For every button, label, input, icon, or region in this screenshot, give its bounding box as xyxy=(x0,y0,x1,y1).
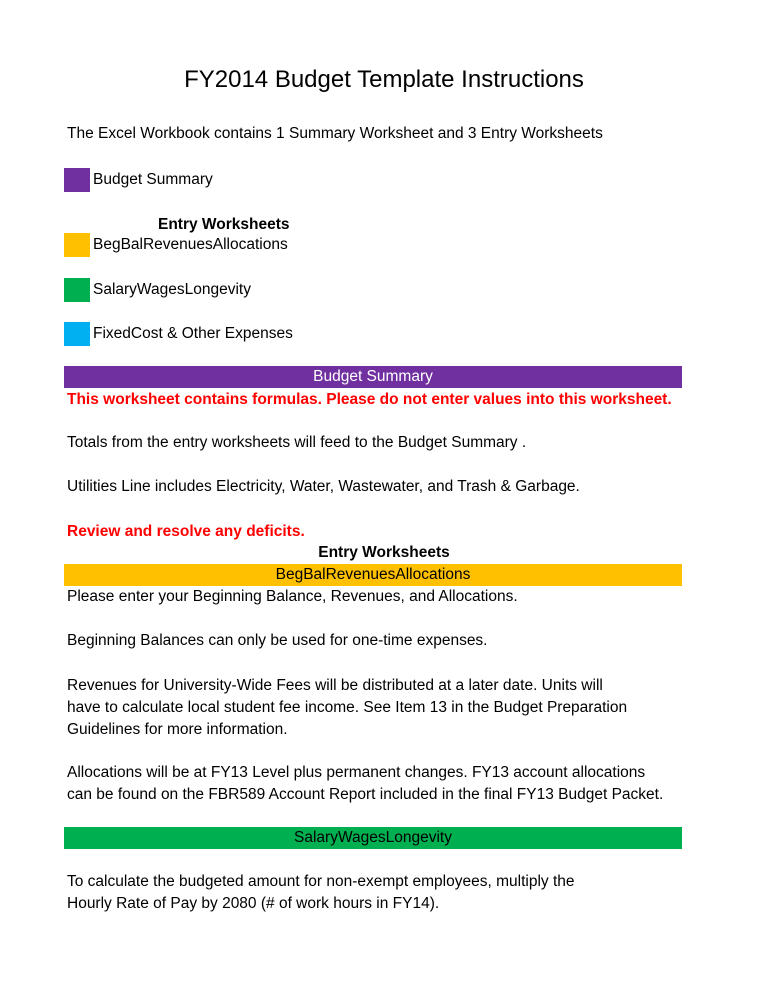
entry-paragraph-4-line: can be found on the FBR589 Account Report included in the final FY13 Budget Packet. xyxy=(67,786,664,803)
salary-paragraph-1 xyxy=(67,871,707,915)
entry-paragraph-3-line: have to calculate local student fee income. See Item 13 in the Budget Preparation xyxy=(67,699,628,716)
salary-bar: SalaryWagesLongevity xyxy=(64,827,682,849)
intro-text: The Excel Workbook contains 1 Summary Worksheet and 3 Entry Worksheets xyxy=(67,125,603,142)
budget-summary-bar: Budget Summary xyxy=(64,366,682,388)
summary-paragraph-2: Utilities Line includes Electricity, Water, Wastewater, and Trash & Garbage. xyxy=(67,478,580,495)
entry-paragraph-4 xyxy=(67,762,707,806)
gold-swatch xyxy=(64,233,90,257)
green-swatch xyxy=(64,278,90,302)
entry-paragraph-2: Beginning Balances can only be used for one-time expenses. xyxy=(67,632,488,649)
legend-summary-label: Budget Summary xyxy=(93,171,213,188)
legend-item-fixedcost: FixedCost & Other Expenses xyxy=(93,325,293,342)
legend-item-begbal: BegBalRevenuesAllocations xyxy=(93,236,288,253)
page-title: FY2014 Budget Template Instructions xyxy=(184,66,584,93)
blue-swatch xyxy=(64,322,90,346)
entry-paragraph-3-line: Revenues for University-Wide Fees will be distributed at a later date. Units will xyxy=(67,677,603,694)
salary-paragraph-1-line: To calculate the budgeted amount for non-exempt employees, multiply the xyxy=(67,873,575,890)
entry-paragraph-1: Please enter your Beginning Balance, Revenues, and Allocations. xyxy=(67,588,518,605)
summary-warning: This worksheet contains formulas. Please do not enter values into this worksheet. xyxy=(67,391,672,408)
purple-swatch xyxy=(64,168,90,192)
entry-paragraph-4-line: Allocations will be at FY13 Level plus permanent changes. FY13 account allocations xyxy=(67,764,646,781)
begbal-bar: BegBalRevenuesAllocations xyxy=(64,564,682,586)
entry-paragraph-3 xyxy=(67,675,707,741)
summary-paragraph-1: Totals from the entry worksheets will feed to the Budget Summary . xyxy=(67,434,527,451)
legend-entry-heading: Entry Worksheets xyxy=(158,216,290,233)
salary-paragraph-1-line: Hourly Rate of Pay by 2080 (# of work hours in FY14). xyxy=(67,895,440,912)
entry-worksheets-heading: Entry Worksheets xyxy=(318,544,450,561)
review-deficits-text: Review and resolve any deficits. xyxy=(67,523,305,540)
legend-item-salary: SalaryWagesLongevity xyxy=(93,281,251,298)
entry-paragraph-3-line: Guidelines for more information. xyxy=(67,721,288,738)
